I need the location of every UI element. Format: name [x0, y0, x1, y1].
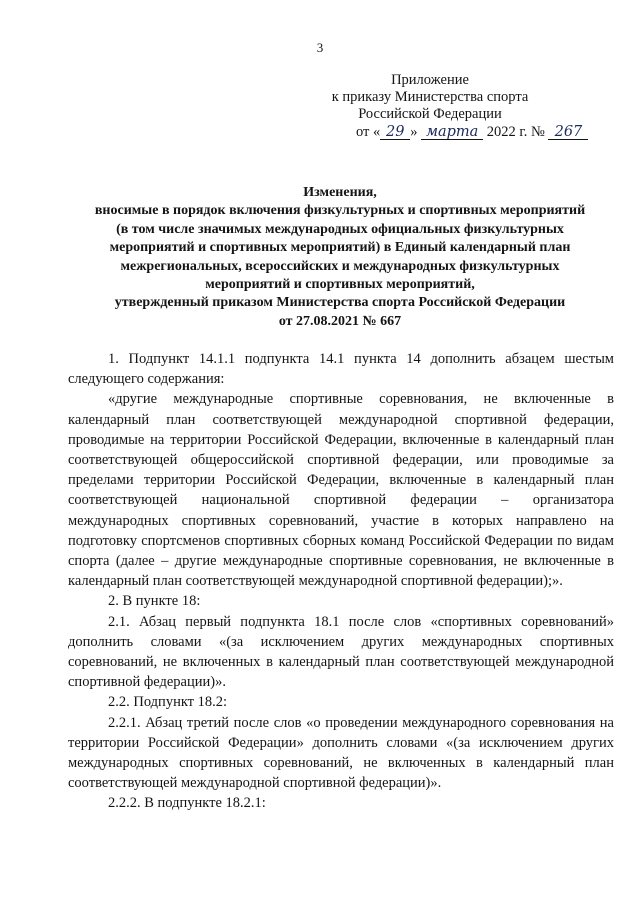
heading-line: мероприятий и спортивных мероприятий,: [205, 277, 475, 293]
document-body: [68, 349, 614, 814]
paragraph-1: 1. Подпункт 14.1.1 подпункта 14.1 пункта 14 дополнить абзацем шестым следующего содержания:: [68, 351, 614, 388]
heading-line: вносимые в порядок включения физкультурных и спортивных мероприятий: [94, 203, 586, 219]
appendix-title: Приложение: [391, 72, 469, 88]
appendix-block: [290, 72, 570, 123]
paragraph-quote: «другие международные спортивные соревнования, не включенные в календарный план соответствующей международной спортивной федерации, проводимые на территории Российской Федерации, включенные в календарный план соответствующей общероссийской спортивной федерации, или проводимые за пределами территории Российской Федерации, включенные в календарный план соответствующей национальной спортивной федерации – организатора международных спортивных соревнований, участие в которых направлено на подготовку спортсменов спортивных сборных команд Российской Федерации по видам спорта (далее – другие международные спортивные соревнования, не включенные в календарный план соответствующей международной спортивной федерации);».: [68, 391, 614, 590]
order-year: 2022 г. №: [486, 124, 545, 140]
paragraph-2-1: 2.1. Абзац первый подпункта 18.1 после слов «спортивных соревнований» дополнить словами «(за исключением других международных спортивных соревнований, не включенных в календарный план соответствующей международной спортивной федерации)».: [68, 613, 614, 691]
heading-line: мероприятий и спортивных мероприятий) в Единый календарный план: [109, 240, 571, 256]
heading-line: межрегиональных, всероссийских и международных физкультурных: [120, 258, 560, 274]
order-sep: »: [410, 124, 418, 140]
appendix-ministry: Российской Федерации: [358, 106, 502, 122]
document-heading: [60, 184, 620, 331]
order-date-line: [356, 124, 616, 141]
order-month-handwritten: марта: [421, 125, 483, 140]
paragraph-2-2: 2.2. Подпункт 18.2:: [108, 694, 228, 711]
heading-line: от 27.08.2021 № 667: [278, 313, 402, 329]
page-number: 3: [316, 40, 324, 55]
paragraph-2-2-2: 2.2.2. В подпункте 18.2.1:: [108, 795, 266, 812]
appendix-order-ref: к приказу Министерства спорта: [331, 89, 529, 105]
heading-line: (в том числе значимых международных официальных физкультурных: [116, 221, 564, 237]
heading-line: Изменения,: [303, 185, 377, 200]
order-prefix: от «: [356, 124, 381, 140]
paragraph-2: 2. В пункте 18:: [108, 593, 201, 610]
paragraph-2-2-1: 2.2.1. Абзац третий после слов «о проведении международного соревнования на территории Российской Федерации» дополнить словами «(за исключением других международных спортивных соревнований, не включенных в календарный план соответствующей международной спортивной федерации)».: [68, 714, 614, 792]
order-day-handwritten: 29: [380, 125, 410, 140]
heading-line: утвержденный приказом Министерства спорта Российской Федерации: [114, 295, 566, 311]
order-number-handwritten: 267: [548, 125, 588, 140]
